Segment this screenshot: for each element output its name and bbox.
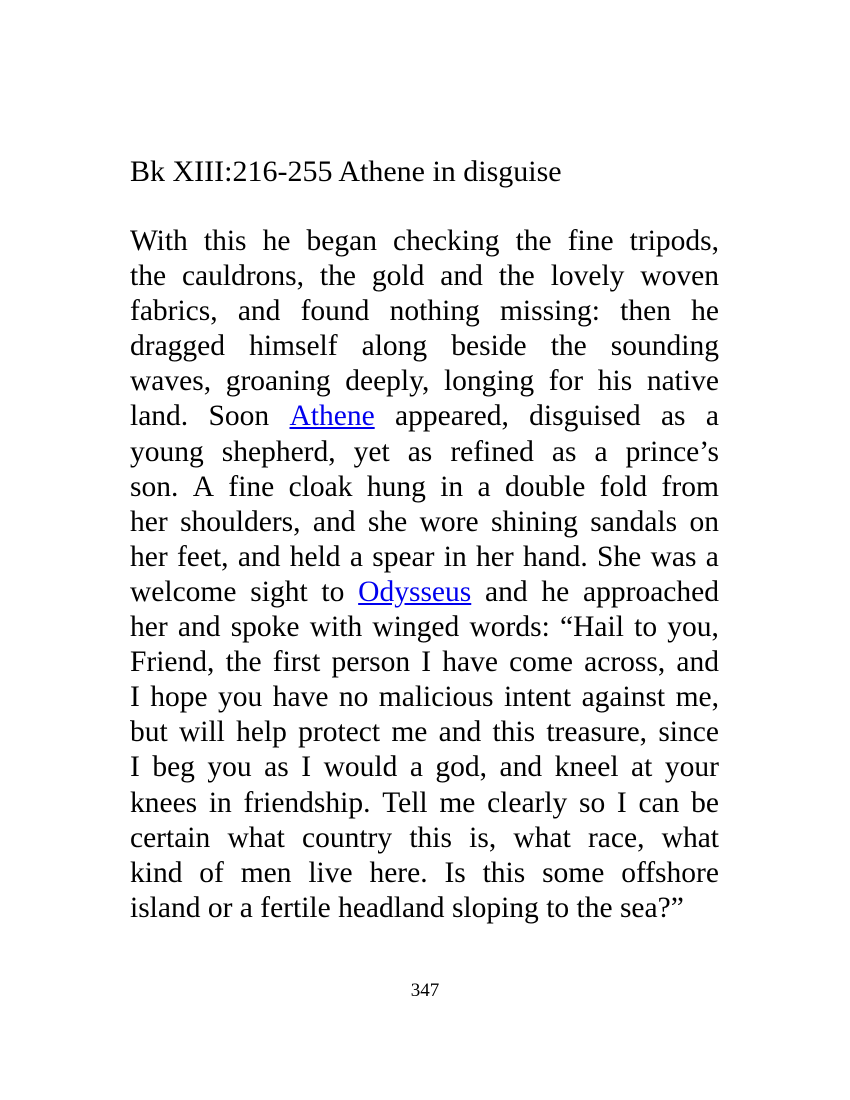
word: you xyxy=(207,751,252,784)
word: yet xyxy=(353,435,390,468)
word: dragged xyxy=(130,330,226,363)
word: I xyxy=(301,751,312,784)
word: winged xyxy=(372,611,460,644)
word: along xyxy=(361,330,428,363)
word: me xyxy=(439,786,476,819)
word: he xyxy=(541,575,570,608)
word: race, xyxy=(587,821,645,854)
word: shepherd, xyxy=(221,435,336,468)
word: young xyxy=(130,435,204,468)
word: her xyxy=(130,505,168,538)
word: you xyxy=(218,681,263,714)
text-line xyxy=(130,399,719,434)
word: his xyxy=(597,365,633,398)
word: live xyxy=(308,856,353,889)
word: a xyxy=(409,751,423,784)
word: a xyxy=(477,470,491,503)
word: this xyxy=(492,716,536,749)
word: or xyxy=(207,891,233,924)
word: the xyxy=(225,646,262,679)
word: malicious xyxy=(378,681,494,714)
text-line xyxy=(130,645,719,680)
word: spear xyxy=(372,540,435,573)
page-number: 347 xyxy=(410,980,440,1001)
word: will xyxy=(178,716,225,749)
word: she xyxy=(367,505,408,538)
word: the xyxy=(515,225,552,257)
word: sea?” xyxy=(619,891,684,924)
word: intent xyxy=(503,681,572,714)
word: be xyxy=(691,786,719,819)
word: offshore xyxy=(621,856,719,889)
word: clearly xyxy=(487,786,568,819)
word: A xyxy=(192,470,215,503)
word: approached xyxy=(583,575,719,608)
word: is, xyxy=(469,821,497,854)
word: cauldrons, xyxy=(181,260,305,293)
word: have xyxy=(442,646,498,679)
word: the xyxy=(130,260,167,293)
word: appeared, xyxy=(395,400,509,433)
word: me xyxy=(391,716,428,749)
word: then xyxy=(620,295,671,328)
word: sloping xyxy=(451,891,539,924)
word: cloak xyxy=(288,470,353,503)
word: Friend, xyxy=(130,646,215,679)
text-line xyxy=(130,540,719,575)
word: and xyxy=(485,575,528,608)
section-heading: Bk XIII:216-255 Athene in disguise xyxy=(130,155,562,188)
text-line xyxy=(130,435,719,470)
text-line xyxy=(130,715,719,750)
word: knees xyxy=(130,786,198,819)
word: help xyxy=(236,716,287,749)
word: woven xyxy=(640,260,719,293)
word: and xyxy=(177,611,221,644)
word: but xyxy=(130,716,168,749)
word: of xyxy=(199,856,224,889)
word: here. xyxy=(369,856,428,889)
word: since xyxy=(658,716,719,749)
word: what xyxy=(513,821,571,854)
word: son. xyxy=(130,470,179,503)
word: fine xyxy=(567,225,614,257)
text-line xyxy=(130,364,719,399)
text-line xyxy=(130,329,719,364)
word: words: xyxy=(469,611,550,644)
word: he xyxy=(691,295,719,328)
word: to xyxy=(634,611,658,644)
word: with xyxy=(309,611,363,644)
word: hope xyxy=(150,681,208,714)
word: her xyxy=(130,540,168,573)
word: friendship. xyxy=(243,786,371,819)
word: I xyxy=(130,681,140,714)
body-paragraph xyxy=(130,224,719,926)
word: held xyxy=(289,540,341,573)
text-line xyxy=(130,786,719,821)
text-line xyxy=(130,575,719,610)
word: groaning xyxy=(225,365,331,398)
word: feet, xyxy=(176,540,229,573)
word: so xyxy=(579,786,606,819)
word: I xyxy=(616,786,627,819)
word: fertile xyxy=(260,891,331,924)
word: shining xyxy=(490,505,578,538)
word: against xyxy=(581,681,666,714)
word: prince’s xyxy=(625,435,719,468)
word: a xyxy=(705,540,719,573)
word: from xyxy=(661,470,719,503)
word: can xyxy=(638,786,680,819)
word: tripods, xyxy=(629,225,719,257)
word: sight xyxy=(250,575,308,608)
link-odysseus[interactable]: Odysseus xyxy=(358,575,472,608)
word: fine xyxy=(228,470,275,503)
word: was xyxy=(650,540,697,573)
word: refined xyxy=(450,435,534,468)
word: some xyxy=(542,856,605,889)
word: fabrics, xyxy=(130,295,218,328)
word: nothing xyxy=(389,295,480,328)
word: island xyxy=(130,891,201,924)
word: country xyxy=(302,821,393,854)
word: come xyxy=(509,646,573,679)
text-line xyxy=(130,610,719,645)
word: to xyxy=(321,575,345,608)
word: and xyxy=(440,260,483,293)
word: you, xyxy=(667,611,719,644)
word: he xyxy=(262,225,291,257)
word: as xyxy=(407,435,433,468)
word: as xyxy=(551,435,577,468)
word: wore xyxy=(419,505,479,538)
word: gold xyxy=(371,260,425,293)
word: kneel xyxy=(554,751,619,784)
word: this xyxy=(409,821,452,854)
word: a xyxy=(239,891,253,924)
word: a xyxy=(594,435,608,468)
word: what xyxy=(661,821,719,854)
word: at xyxy=(631,751,653,784)
word: welcome xyxy=(130,575,237,608)
word: a xyxy=(349,540,363,573)
word: and xyxy=(312,505,356,538)
word: With xyxy=(130,225,188,257)
word: began xyxy=(306,225,377,257)
word: have xyxy=(272,681,329,714)
word: and xyxy=(499,751,543,784)
word: beside xyxy=(451,330,527,363)
word: to xyxy=(546,891,570,924)
word: lovely xyxy=(550,260,625,293)
word: protect xyxy=(298,716,381,749)
word: land. xyxy=(130,400,189,433)
text-line xyxy=(130,750,719,785)
word: first xyxy=(272,646,321,679)
word: native xyxy=(646,365,719,398)
word: sandals xyxy=(590,505,678,538)
word: beg xyxy=(152,751,195,784)
text-line xyxy=(130,224,719,259)
word: fold xyxy=(599,470,648,503)
word: She xyxy=(597,540,642,573)
word: the xyxy=(576,891,613,924)
word: the xyxy=(498,260,535,293)
word: longing xyxy=(443,365,535,398)
word: headland xyxy=(338,891,445,924)
word: for xyxy=(548,365,584,398)
link-athene[interactable]: Athene xyxy=(289,400,375,433)
word: on xyxy=(689,505,719,538)
word: her xyxy=(130,611,168,644)
word: would xyxy=(323,751,398,784)
word: disguised xyxy=(529,400,641,433)
word: a xyxy=(705,400,719,433)
word: your xyxy=(664,751,719,784)
word: double xyxy=(505,470,586,503)
word: and xyxy=(676,646,719,679)
word: as xyxy=(660,400,686,433)
text-line xyxy=(130,259,719,294)
word: no xyxy=(338,681,369,714)
word: Soon xyxy=(208,400,270,433)
word: Tell xyxy=(382,786,428,819)
word: himself xyxy=(249,330,338,363)
word: checking xyxy=(393,225,500,257)
text-line xyxy=(130,821,719,856)
word: spoke xyxy=(230,611,300,644)
text-line xyxy=(130,680,719,715)
word: “Hail xyxy=(560,611,624,644)
text-line xyxy=(130,891,719,926)
word: missing: xyxy=(499,295,600,328)
word: hand. xyxy=(523,540,588,573)
word: shoulders, xyxy=(180,505,301,538)
word: sounding xyxy=(610,330,719,363)
word: treasure, xyxy=(546,716,648,749)
word: person xyxy=(331,646,411,679)
word: across, xyxy=(584,646,666,679)
word: waves, xyxy=(130,365,212,398)
text-line xyxy=(130,856,719,891)
word: deeply, xyxy=(345,365,430,398)
word: god, xyxy=(435,751,488,784)
text-line xyxy=(130,505,719,540)
word: this xyxy=(482,856,526,889)
word: me, xyxy=(675,681,719,714)
word: this xyxy=(203,225,247,257)
word: I xyxy=(421,646,432,679)
word: men xyxy=(240,856,292,889)
word: the xyxy=(319,260,356,293)
word: and xyxy=(438,716,482,749)
word: and xyxy=(237,295,281,328)
word: hung xyxy=(366,470,426,503)
word: and xyxy=(237,540,281,573)
word: what xyxy=(227,821,285,854)
word: found xyxy=(300,295,370,328)
word: in xyxy=(440,470,464,503)
word: as xyxy=(264,751,289,784)
word: in xyxy=(443,540,467,573)
word: I xyxy=(130,751,140,784)
word: certain xyxy=(130,821,211,854)
text-line xyxy=(130,470,719,505)
word: Is xyxy=(444,856,466,889)
word: her xyxy=(476,540,514,573)
word: the xyxy=(550,330,587,363)
word: in xyxy=(208,786,232,819)
text-line xyxy=(130,294,719,329)
word: kind xyxy=(130,856,183,889)
